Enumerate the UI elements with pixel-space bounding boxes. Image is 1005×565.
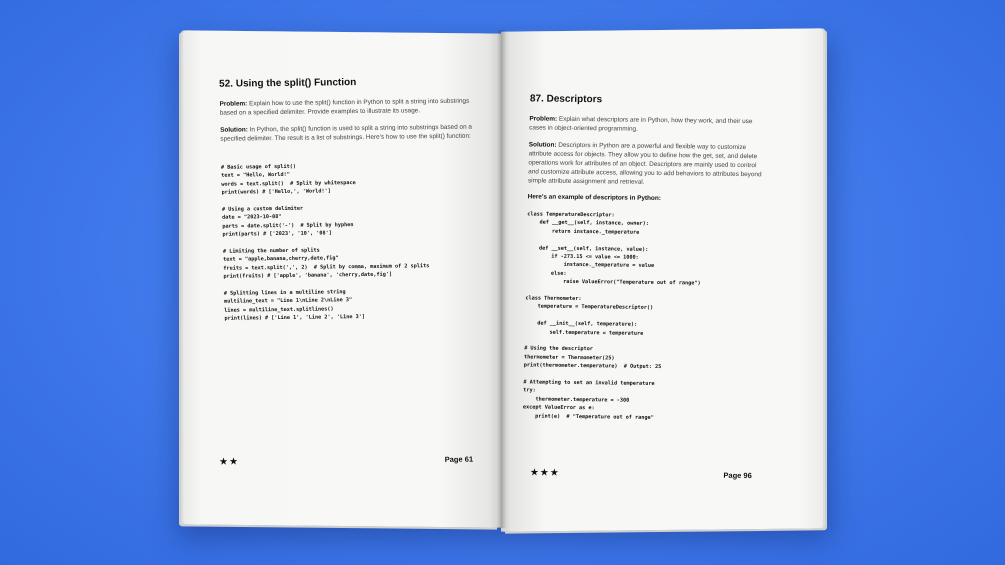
left-code-block-basic: # Basic usage of split() text = "Hello, World!" words = text.split() # Split by whitespace print(words) # ['Hello,', 'World!'] xyxy=(220,163,356,196)
right-code-block-invalid: # Attempting to set an invalid temperature try: thermometer.temperature = -300 except ValueError as e: print(e) # "Temperature out of range" xyxy=(522,379,655,421)
left-page-content xyxy=(219,76,481,332)
right-code-block-thermometer-class: class Thermometer: temperature = TemperatureDescriptor() def __init__(self, temperature): self.temperature = temperature xyxy=(524,295,654,337)
right-page-content xyxy=(522,93,770,431)
right-code-block-usage: # Using the descriptor thermometer = Thermometer(25) print(thermometer.temperature) # Output: 25 xyxy=(523,345,662,371)
left-page xyxy=(183,30,501,527)
right-page-number: Page 96 xyxy=(723,470,752,481)
left-code-block-multiline: # Splitting lines in a multiline string multiline_text = "Line 1\nLine 2\nLine 3" lines = multiline_text.splitlines() print(lines) # ['Line 1', 'Line 2', 'Line 3'] xyxy=(223,289,366,322)
left-problem-label: Problem: xyxy=(219,100,248,108)
left-code-block-delimiter: # Using a custom delimiter date = "2023-10-08" parts = date.split('-') # Split by hyphen print(parts) # ['2023', '10', '08'] xyxy=(221,205,354,238)
right-problem-paragraph xyxy=(529,114,769,135)
right-solution-label: Solution: xyxy=(528,141,557,149)
left-difficulty-stars: ★★ xyxy=(219,456,240,468)
left-problem-text: Explain how to use the split() function in Python to split a string into substrings based on a specified delimiter. Provide examples to illustrate its usage. xyxy=(219,97,470,117)
left-page-title: 52. Using the split() Function xyxy=(219,77,357,90)
right-problem-label: Problem: xyxy=(529,115,558,123)
right-solution-text: Descriptors in Python are a powerful and flexible way to customize attribute access for objects. They allow you to define how the get, set, and delete operations work for attributes of an object. Descriptors are mainly used to control and customize attribute access, allowing you to add behaviors to attributes beyond simple attribute assignment and retrieval. xyxy=(527,141,762,186)
right-solution-paragraph xyxy=(528,140,769,188)
right-page xyxy=(501,28,823,531)
right-page-footer xyxy=(530,467,752,481)
right-code-block-descriptor-class: class TemperatureDescriptor: def __get__(self, instance, owner): return instance._temperature def __set__(self, instance, value): if -273.15 <= value <= 1000: instance._temperature = value else: raise ValueError("Temperature out of range") xyxy=(525,211,701,287)
left-page-number: Page 61 xyxy=(444,454,474,464)
right-page-title: 87. Descriptors xyxy=(529,93,603,106)
left-page-footer xyxy=(219,454,473,468)
right-example-heading: Here's an example of descriptors in Python: xyxy=(527,193,661,203)
book-spine xyxy=(497,30,507,528)
right-code-listing xyxy=(523,210,768,423)
left-code-block-limit: # Limiting the number of splits text = "apple,banana,cherry,date,fig" fruits = text.split(',', 2) # Split by comma, maximum of 2 splits print(fruits) # ['apple', 'banana', 'cherry,date,fig'] xyxy=(222,247,430,280)
right-problem-text: Explain what descriptors are in Python, how they work, and their use cases in object-oriented programming. xyxy=(529,115,753,133)
left-solution-label: Solution: xyxy=(220,126,248,134)
left-code-listing xyxy=(221,161,481,324)
left-solution-paragraph xyxy=(220,123,476,144)
left-problem-paragraph xyxy=(219,97,475,118)
right-difficulty-stars: ★★★ xyxy=(529,467,560,479)
left-solution-text: In Python, the split() function is used to split a string into substrings based on a specified delimiter. The result is a list of substrings. Here's how to use the split() function: xyxy=(220,123,473,143)
